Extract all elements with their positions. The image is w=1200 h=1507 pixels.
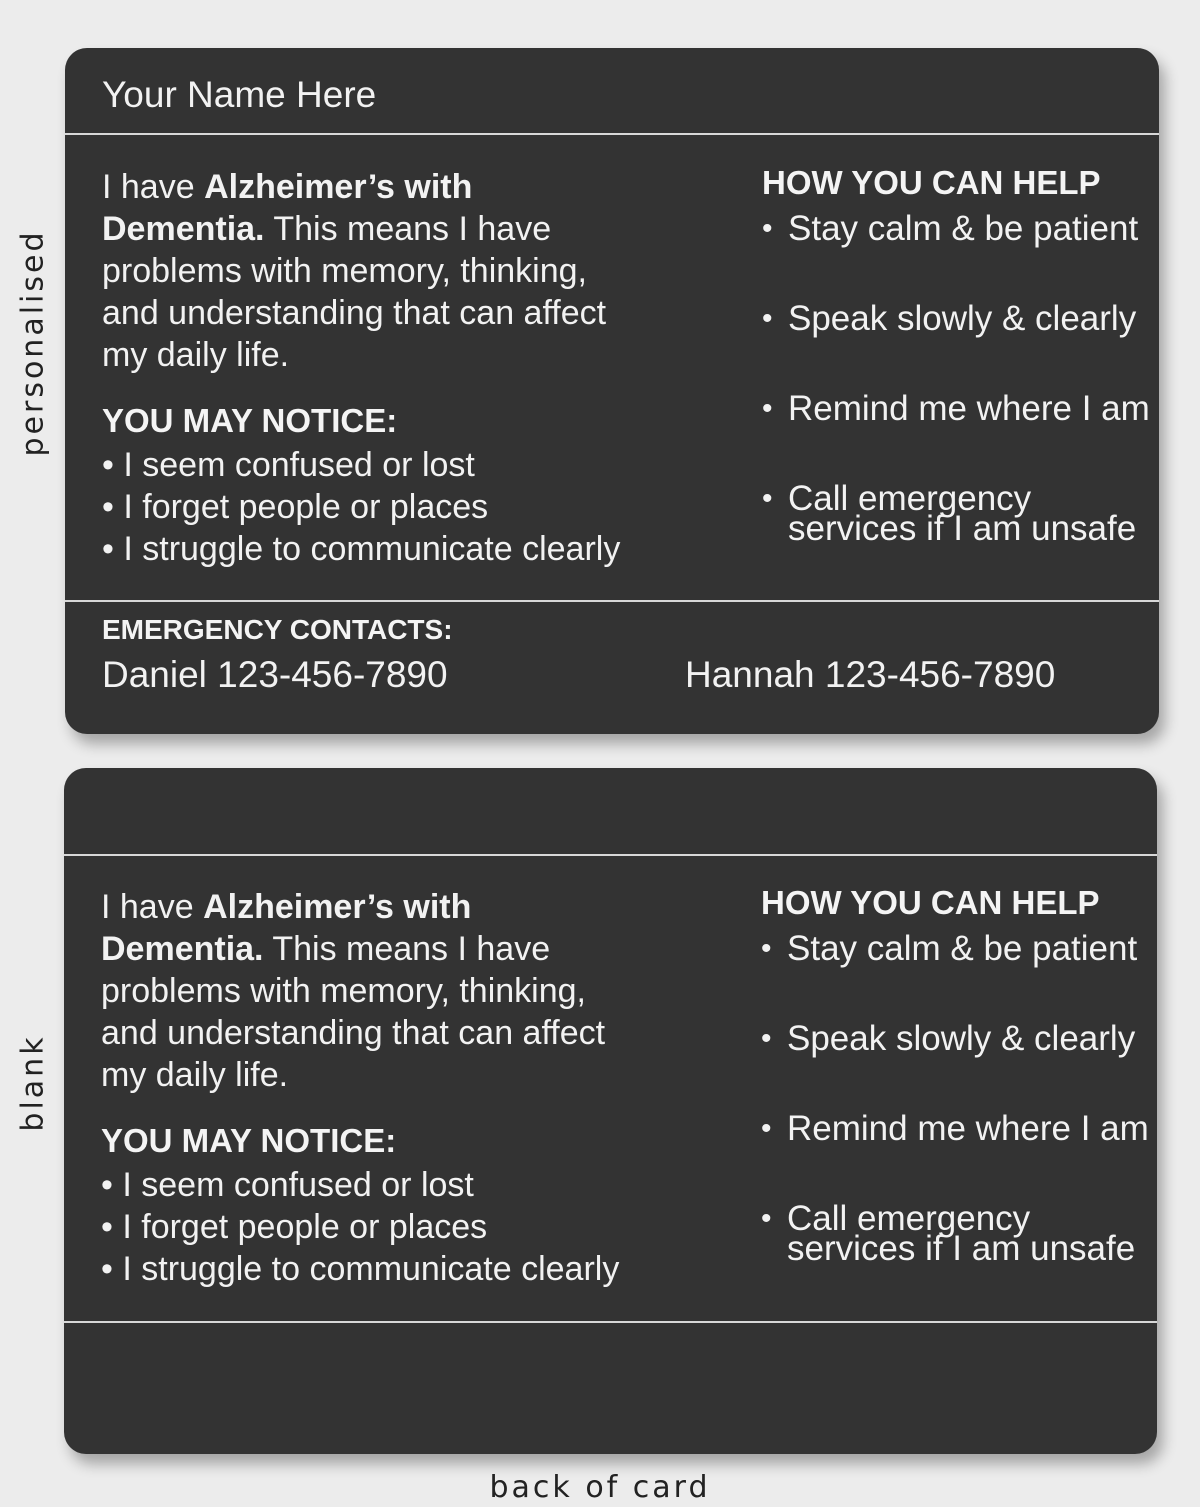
bullet-icon: • xyxy=(761,1022,772,1055)
blank-label: blank xyxy=(15,1034,51,1132)
help-item xyxy=(761,1019,1157,1058)
intro-rest: This means I have problems with memory, thinking, and understanding that can affect my daily life. xyxy=(101,930,606,1094)
notice-item: • I seem confused or lost xyxy=(102,444,620,486)
help-heading: HOW YOU CAN HELP xyxy=(762,164,1101,201)
help-item-text: Call emergency services if I am unsafe xyxy=(788,479,1137,548)
notice-list xyxy=(101,1164,619,1290)
header-divider xyxy=(64,854,1157,856)
personalised-card xyxy=(65,48,1159,734)
header-divider xyxy=(65,133,1159,135)
notice-list xyxy=(102,444,620,570)
bullet-icon: • xyxy=(761,1202,772,1235)
bullet-icon: • xyxy=(762,302,773,335)
help-item xyxy=(761,929,1157,968)
notice-heading: YOU MAY NOTICE: xyxy=(102,402,398,439)
emergency-contact: Daniel 123-456-7890 xyxy=(102,654,448,695)
help-item-text: Call emergency services if I am unsafe xyxy=(787,1199,1136,1268)
condition-name: Alzheimer’s with Dementia. xyxy=(102,168,473,248)
notice-item: • I forget people or places xyxy=(101,1206,619,1248)
notice-item: • I forget people or places xyxy=(102,486,620,528)
help-item xyxy=(761,1109,1157,1148)
footer-divider xyxy=(65,600,1159,602)
bullet-icon: • xyxy=(761,932,772,965)
intro-prefix: I have xyxy=(101,888,204,926)
help-item-text: Remind me where I am xyxy=(788,389,1150,428)
help-item-text: Stay calm & be patient xyxy=(788,209,1139,248)
intro-prefix: I have xyxy=(102,168,205,206)
help-item xyxy=(762,479,1158,548)
help-item-text: Stay calm & be patient xyxy=(787,929,1138,968)
help-heading: HOW YOU CAN HELP xyxy=(761,884,1100,921)
bullet-icon: • xyxy=(761,1112,772,1145)
bullet-icon: • xyxy=(762,212,773,245)
bullet-icon: • xyxy=(762,392,773,425)
condition-name: Alzheimer’s with Dementia. xyxy=(101,888,472,968)
back-of-card-caption: back of card xyxy=(489,1470,711,1505)
notice-heading: YOU MAY NOTICE: xyxy=(101,1122,397,1159)
contacts-heading: EMERGENCY CONTACTS: xyxy=(102,614,453,645)
help-item-text: Speak slowly & clearly xyxy=(787,1019,1136,1058)
condition-statement xyxy=(102,166,642,376)
help-item xyxy=(762,389,1158,428)
personalised-label: personalised xyxy=(15,229,51,457)
bullet-icon: • xyxy=(762,482,773,515)
help-item xyxy=(761,1199,1157,1268)
notice-item: • I struggle to communicate clearly xyxy=(101,1248,619,1290)
help-item-text: Speak slowly & clearly xyxy=(788,299,1137,338)
help-item xyxy=(762,299,1158,338)
help-item-text: Remind me where I am xyxy=(787,1109,1149,1148)
help-item xyxy=(762,209,1158,248)
intro-rest: This means I have problems with memory, thinking, and understanding that can affect my daily life. xyxy=(102,210,607,374)
condition-statement xyxy=(101,886,641,1096)
emergency-contact: Hannah 123-456-7890 xyxy=(685,654,1056,695)
notice-item: • I struggle to communicate clearly xyxy=(102,528,620,570)
cardholder-name: Your Name Here xyxy=(102,74,377,115)
blank-card xyxy=(64,768,1157,1454)
notice-item: • I seem confused or lost xyxy=(101,1164,619,1206)
footer-divider xyxy=(64,1321,1157,1323)
